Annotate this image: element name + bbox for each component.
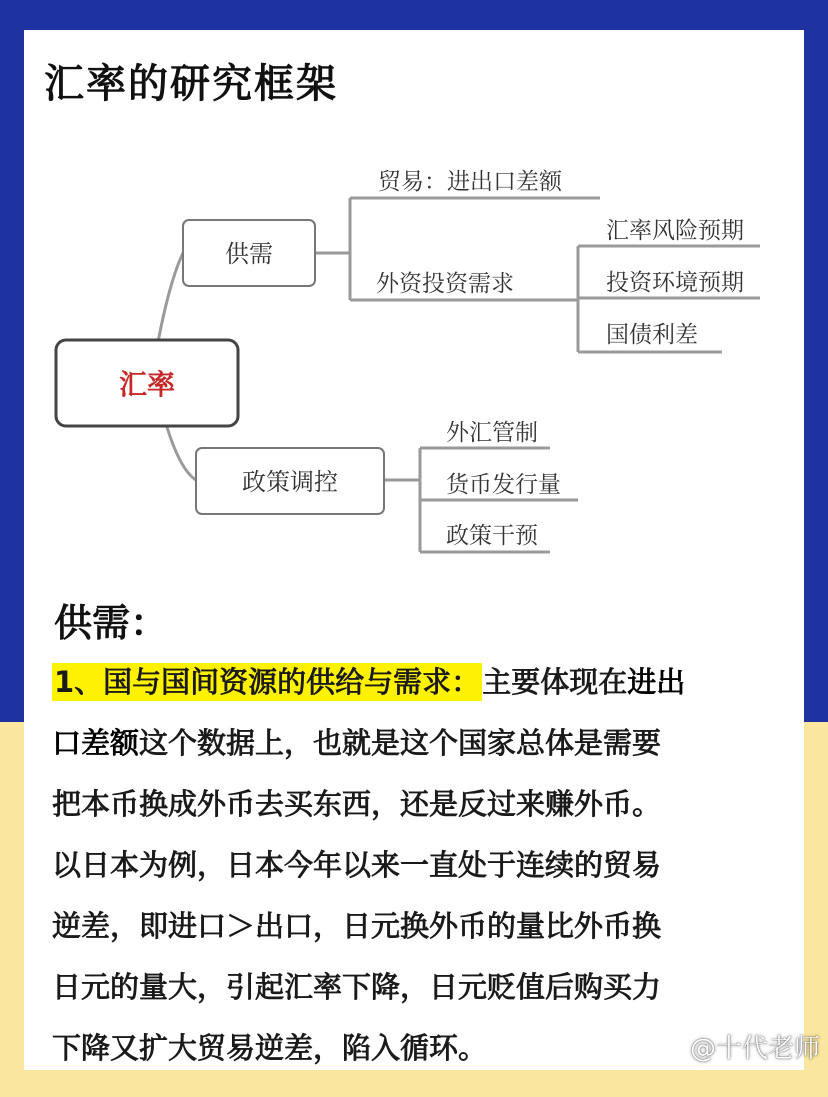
paragraph-line-4: 以日本为例，日本今年以来一直处于连续的贸易: [52, 848, 662, 882]
bond-spread-label: 国债利差: [606, 322, 698, 348]
foreign-investment-label: 外资投资需求: [376, 271, 514, 297]
paragraph-line-6: 日元的量大，引起汇率下降，日元贬值后购买力: [52, 970, 662, 1004]
fx-risk-expectation-label: 汇率风险预期: [606, 218, 744, 244]
money-supply-label: 货币发行量: [446, 472, 561, 498]
explanation-paragraph: [52, 652, 782, 1079]
fx-control-label: 外汇管制: [446, 420, 538, 446]
trade-balance-label: 贸易：进出口差额: [378, 169, 562, 195]
highlighted-subheading: 1、国与国间资源的供给与需求：: [54, 665, 481, 699]
root-node-label: 汇率: [118, 368, 176, 401]
paragraph-line-5: 逆差，即进口＞出口，日元换外币的量比外币换: [52, 909, 662, 943]
line2-strong: 口差额: [52, 726, 140, 760]
line1-strong: 进出: [627, 665, 686, 699]
paragraph-line-2: [52, 713, 782, 774]
watermark-text: @十代老师: [689, 1034, 820, 1064]
section-heading: 供需：: [54, 601, 169, 645]
author-watermark: [690, 1028, 820, 1065]
line1-text: 主要体现在: [482, 665, 628, 699]
policy-label: 政策调控: [242, 468, 338, 496]
paragraph-line-3: 把本币换成外币去买东西，还是反过来赚外币。: [52, 787, 662, 821]
line2-text: 这个数据上，也就是这个国家总体是需要: [139, 726, 662, 760]
paragraph-line-7: 下降又扩大贸易逆差，陷入循环。: [52, 1031, 488, 1065]
investment-env-expectation-label: 投资环境预期: [606, 270, 744, 296]
policy-intervention-label: 政策干预: [446, 523, 538, 549]
supply-demand-label: 供需: [225, 240, 273, 268]
page-title: 汇率的研究框架: [44, 61, 338, 107]
paragraph-line-1: [52, 652, 782, 713]
